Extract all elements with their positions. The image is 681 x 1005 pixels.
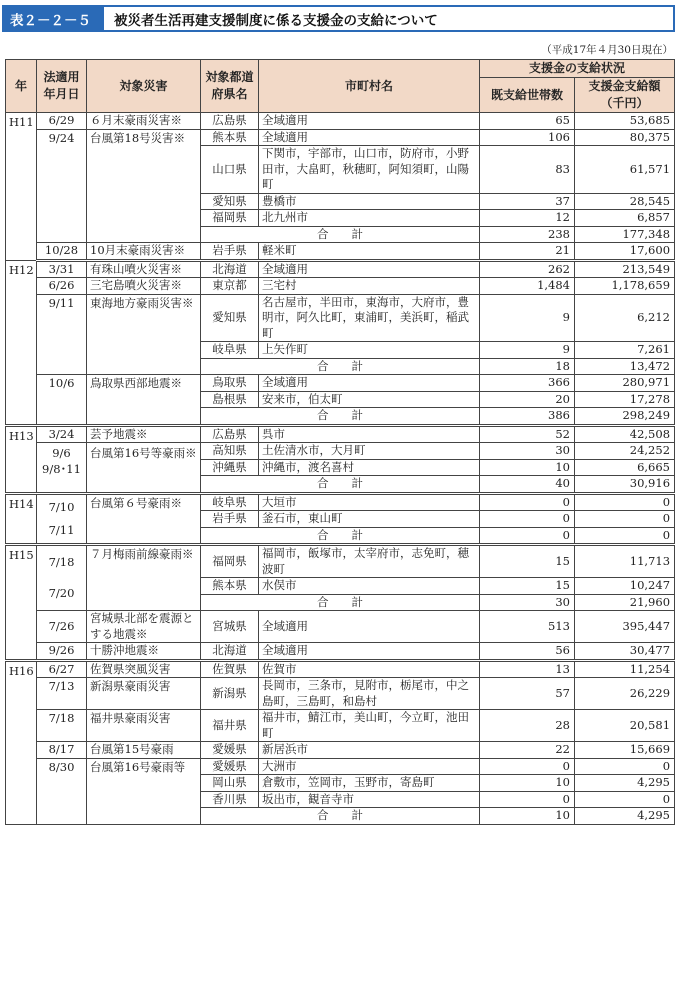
table-row: [6, 278, 675, 295]
pref-cell: 岩手県: [201, 511, 259, 528]
era-cell: H13: [6, 425, 37, 493]
muni-cell: 全域適用: [259, 375, 480, 392]
date-line: 9/6: [52, 446, 71, 460]
header-year: 年: [6, 60, 37, 113]
subtotal-label: 合 計: [201, 527, 480, 545]
amount-cell: 21,960: [575, 594, 675, 611]
date-cell: 6/29: [37, 113, 87, 130]
table-row: [6, 643, 675, 661]
date-cell: [37, 443, 87, 494]
muni-cell: 釜石市，東山町: [259, 511, 480, 528]
amount-cell: 4,295: [575, 775, 675, 792]
amount-cell: 24,252: [575, 443, 675, 460]
date-cell: [37, 493, 87, 545]
pref-cell: 愛知県: [201, 294, 259, 342]
muni-cell: 下関市，宇部市，山口市，防府市，小野田市，大畠町，秋穂町，阿知須町，山陽町: [259, 146, 480, 194]
households-cell: 9: [480, 294, 575, 342]
muni-cell: 上矢作町: [259, 342, 480, 359]
households-cell: 30: [480, 443, 575, 460]
pref-cell: 沖縄県: [201, 459, 259, 476]
amount-cell: 7,261: [575, 342, 675, 359]
disaster-cell: 台風第18号災害※: [87, 129, 201, 243]
households-cell: 30: [480, 594, 575, 611]
date-cell: 10/6: [37, 375, 87, 426]
pref-cell: 東京都: [201, 278, 259, 295]
date-line: 7/18: [48, 555, 75, 569]
households-cell: 57: [480, 678, 575, 710]
amount-cell: 0: [575, 511, 675, 528]
households-cell: 56: [480, 643, 575, 661]
pref-cell: 熊本県: [201, 578, 259, 595]
muni-cell: 安来市，伯太町: [259, 391, 480, 408]
muni-cell: 大洲市: [259, 758, 480, 775]
header-date: 法適用年月日: [37, 60, 87, 113]
amount-cell: 61,571: [575, 146, 675, 194]
pref-cell: 愛媛県: [201, 742, 259, 759]
amount-cell: 0: [575, 791, 675, 808]
date-cell: 7/18: [37, 710, 87, 742]
date-cell: 3/31: [37, 260, 87, 278]
pref-cell: 岩手県: [201, 243, 259, 261]
households-cell: 40: [480, 476, 575, 494]
era-cell: H11: [6, 113, 37, 261]
amount-cell: 0: [575, 493, 675, 511]
households-cell: 9: [480, 342, 575, 359]
pref-cell: 福井県: [201, 710, 259, 742]
households-cell: 262: [480, 260, 575, 278]
pref-cell: 山口県: [201, 146, 259, 194]
households-cell: 22: [480, 742, 575, 759]
disaster-cell: 10月末豪雨災害※: [87, 243, 201, 261]
amount-cell: 13,472: [575, 358, 675, 375]
muni-cell: 福井市，鯖江市，美山町，今立町，池田町: [259, 710, 480, 742]
date-cell: 9/11: [37, 294, 87, 375]
households-cell: 0: [480, 511, 575, 528]
table-number: 表２－２－５: [4, 7, 104, 30]
muni-cell: 全域適用: [259, 643, 480, 661]
households-cell: 0: [480, 758, 575, 775]
households-cell: 52: [480, 425, 575, 443]
date-note: （平成17年４月30日現在）: [541, 44, 673, 56]
muni-cell: 倉敷市，笠岡市，玉野市，寄島町: [259, 775, 480, 792]
table-row: [6, 545, 675, 578]
date-cell: 3/24: [37, 425, 87, 443]
table-row: [6, 443, 675, 460]
amount-cell: 0: [575, 527, 675, 545]
pref-cell: 愛知県: [201, 193, 259, 210]
table-row: [6, 758, 675, 775]
era-cell: H12: [6, 260, 37, 425]
muni-cell: 北九州市: [259, 210, 480, 227]
pref-cell: 広島県: [201, 425, 259, 443]
subtotal-label: 合 計: [201, 226, 480, 243]
amount-cell: 177,348: [575, 226, 675, 243]
table-row: [6, 243, 675, 261]
pref-cell: 北海道: [201, 260, 259, 278]
muni-cell: 全域適用: [259, 611, 480, 643]
muni-cell: 新居浜市: [259, 742, 480, 759]
households-cell: 513: [480, 611, 575, 643]
muni-cell: 全域適用: [259, 129, 480, 146]
households-cell: 0: [480, 791, 575, 808]
amount-cell: 11,713: [575, 545, 675, 578]
pref-cell: 広島県: [201, 113, 259, 130]
amount-cell: 395,447: [575, 611, 675, 643]
table-row: [6, 113, 675, 130]
era-cell: H14: [6, 493, 37, 545]
pref-cell: 福岡県: [201, 545, 259, 578]
amount-cell: 53,685: [575, 113, 675, 130]
muni-cell: 豊橋市: [259, 193, 480, 210]
header-households: 既支給世帯数: [480, 78, 575, 113]
households-cell: 386: [480, 408, 575, 426]
subtotal-label: 合 計: [201, 808, 480, 825]
date-line: 7/20: [48, 586, 75, 600]
table-row: [6, 742, 675, 759]
header-status: 支援金の支給状況: [480, 60, 675, 78]
muni-cell: 大垣市: [259, 493, 480, 511]
households-cell: 83: [480, 146, 575, 194]
amount-cell: 17,278: [575, 391, 675, 408]
amount-cell: 30,916: [575, 476, 675, 494]
table-row: [6, 129, 675, 146]
households-cell: 238: [480, 226, 575, 243]
amount-cell: 6,857: [575, 210, 675, 227]
pref-cell: 香川県: [201, 791, 259, 808]
households-cell: 20: [480, 391, 575, 408]
muni-cell: 呉市: [259, 425, 480, 443]
disaster-cell: 宮城県北部を震源とする地震※: [87, 611, 201, 643]
pref-cell: 島根県: [201, 391, 259, 408]
table-title-bar: [2, 5, 675, 32]
header-row: [6, 60, 675, 78]
disaster-cell: 台風第６号豪雨※: [87, 493, 201, 545]
disaster-cell: ７月梅雨前線豪雨※: [87, 545, 201, 611]
amount-cell: 42,508: [575, 425, 675, 443]
table-row: [6, 710, 675, 742]
muni-cell: 坂出市，観音寺市: [259, 791, 480, 808]
households-cell: 65: [480, 113, 575, 130]
header-muni: 市町村名: [259, 60, 480, 113]
disaster-cell: 有珠山噴火災害※: [87, 260, 201, 278]
households-cell: 28: [480, 710, 575, 742]
amount-cell: 11,254: [575, 660, 675, 678]
pref-cell: 熊本県: [201, 129, 259, 146]
date-cell: 8/30: [37, 758, 87, 824]
disaster-cell: 台風第16号等豪雨※: [87, 443, 201, 494]
header-disaster: 対象災害: [87, 60, 201, 113]
muni-cell: 土佐清水市，大月町: [259, 443, 480, 460]
date-cell: 6/27: [37, 660, 87, 678]
amount-cell: 17,600: [575, 243, 675, 261]
amount-cell: 26,229: [575, 678, 675, 710]
muni-cell: 軽米町: [259, 243, 480, 261]
disaster-cell: 鳥取県西部地震※: [87, 375, 201, 426]
muni-cell: 佐賀市: [259, 660, 480, 678]
table-row: [6, 611, 675, 643]
table-row: [6, 660, 675, 678]
households-cell: 0: [480, 527, 575, 545]
muni-cell: 長岡市，三条市，見附市，栃尾市，中之島町，三島町，和島村: [259, 678, 480, 710]
muni-cell: 三宅村: [259, 278, 480, 295]
disaster-cell: 東海地方豪雨災害※: [87, 294, 201, 375]
muni-cell: 沖縄市，渡名喜村: [259, 459, 480, 476]
households-cell: 10: [480, 775, 575, 792]
amount-cell: 4,295: [575, 808, 675, 825]
table-row: [6, 493, 675, 511]
header-amount: 支援金支給額（千円）: [575, 78, 675, 113]
subtotal-label: 合 計: [201, 476, 480, 494]
households-cell: 15: [480, 545, 575, 578]
disaster-cell: 佐賀県突風災害: [87, 660, 201, 678]
pref-cell: 岡山県: [201, 775, 259, 792]
date-cell: 9/24: [37, 129, 87, 243]
pref-cell: 福岡県: [201, 210, 259, 227]
table-row: [6, 294, 675, 342]
households-cell: 1,484: [480, 278, 575, 295]
date-cell: 8/17: [37, 742, 87, 759]
amount-cell: 298,249: [575, 408, 675, 426]
amount-cell: 6,665: [575, 459, 675, 476]
households-cell: 366: [480, 375, 575, 392]
subtotal-label: 合 計: [201, 358, 480, 375]
subtotal-label: 合 計: [201, 408, 480, 426]
households-cell: 15: [480, 578, 575, 595]
amount-cell: 20,581: [575, 710, 675, 742]
date-cell: 7/26: [37, 611, 87, 643]
date-cell: 7/13: [37, 678, 87, 710]
households-cell: 10: [480, 459, 575, 476]
amount-cell: 1,178,659: [575, 278, 675, 295]
support-payment-table: [5, 59, 675, 825]
households-cell: 37: [480, 193, 575, 210]
muni-cell: 名古屋市，半田市，東海市，大府市，豊明市，阿久比町，東浦町，美浜町，稲武町: [259, 294, 480, 342]
pref-cell: 北海道: [201, 643, 259, 661]
amount-cell: 6,212: [575, 294, 675, 342]
households-cell: 0: [480, 493, 575, 511]
header-pref: 対象都道府県名: [201, 60, 259, 113]
table-row: [6, 678, 675, 710]
subtotal-label: 合 計: [201, 594, 480, 611]
date-line: 7/11: [48, 522, 75, 537]
amount-cell: 80,375: [575, 129, 675, 146]
date-cell: 9/26: [37, 643, 87, 661]
amount-cell: 0: [575, 758, 675, 775]
amount-cell: 15,669: [575, 742, 675, 759]
muni-cell: 全域適用: [259, 113, 480, 130]
households-cell: 12: [480, 210, 575, 227]
pref-cell: 高知県: [201, 443, 259, 460]
amount-cell: 280,971: [575, 375, 675, 392]
households-cell: 18: [480, 358, 575, 375]
pref-cell: 岐阜県: [201, 342, 259, 359]
muni-cell: 福岡市，飯塚市，太宰府市，志免町，穂波町: [259, 545, 480, 578]
disaster-cell: 新潟県豪雨災害: [87, 678, 201, 710]
disaster-cell: 芸予地震※: [87, 425, 201, 443]
pref-cell: 佐賀県: [201, 660, 259, 678]
muni-cell: 水俣市: [259, 578, 480, 595]
date-cell: 6/26: [37, 278, 87, 295]
amount-cell: 30,477: [575, 643, 675, 661]
households-cell: 106: [480, 129, 575, 146]
amount-cell: 213,549: [575, 260, 675, 278]
households-cell: 10: [480, 808, 575, 825]
date-line: 9/8･11: [42, 461, 81, 476]
pref-cell: 岐阜県: [201, 493, 259, 511]
date-line: 7/10: [48, 499, 75, 514]
table-title: 被災者生活再建支援制度に係る支援金の支給について: [114, 12, 438, 29]
table-row: [6, 425, 675, 443]
table-row: [6, 375, 675, 392]
amount-cell: 10,247: [575, 578, 675, 595]
date-cell: [37, 545, 87, 611]
table-row: [6, 260, 675, 278]
pref-cell: 鳥取県: [201, 375, 259, 392]
era-cell: H16: [6, 660, 37, 824]
disaster-cell: 台風第15号豪雨: [87, 742, 201, 759]
era-cell: H15: [6, 545, 37, 661]
households-cell: 13: [480, 660, 575, 678]
pref-cell: 宮城県: [201, 611, 259, 643]
amount-cell: 28,545: [575, 193, 675, 210]
date-cell: 10/28: [37, 243, 87, 261]
disaster-cell: 十勝沖地震※: [87, 643, 201, 661]
disaster-cell: 三宅島噴火災害※: [87, 278, 201, 295]
muni-cell: 全域適用: [259, 260, 480, 278]
pref-cell: 新潟県: [201, 678, 259, 710]
pref-cell: 愛媛県: [201, 758, 259, 775]
disaster-cell: ６月末豪雨災害※: [87, 113, 201, 130]
disaster-cell: 台風第16号豪雨等: [87, 758, 201, 824]
disaster-cell: 福井県豪雨災害: [87, 710, 201, 742]
households-cell: 21: [480, 243, 575, 261]
